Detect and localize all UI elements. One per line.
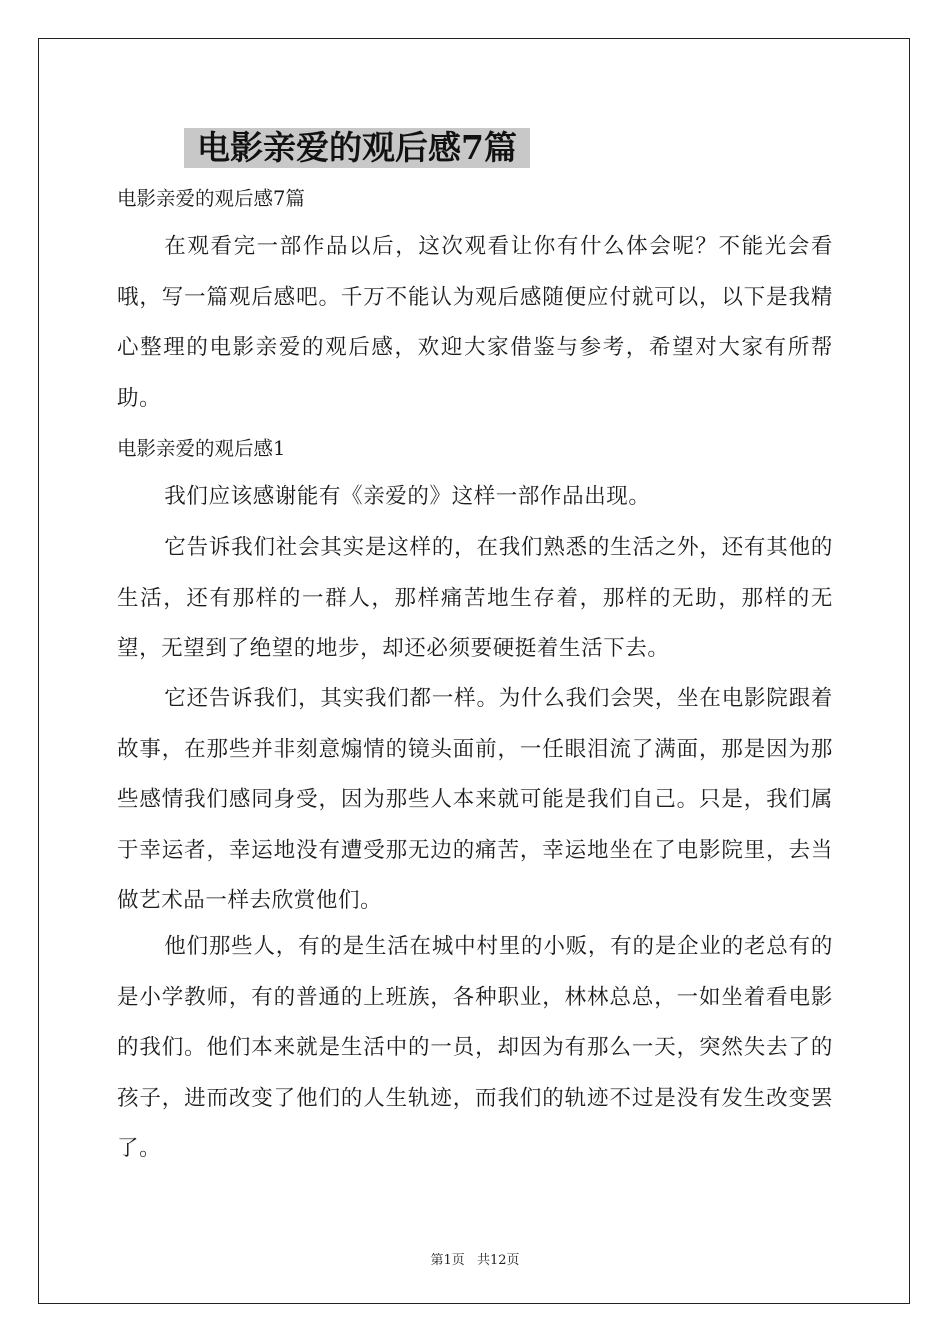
body-paragraph-4: 他们那些人，有的是生活在城中村里的小贩，有的是企业的老总有的是小学教师，有的普通的上班族，各种职业，林林总总，一如坐着看电影的我们。他们本来就是生活中的一员，却因为有那么一天，突然失去了的孩子，进而改变了他们的人生轨迹，而我们的轨迹不过是没有发生改变罢了。	[117, 934, 833, 1161]
page-number: 第1页	[430, 1253, 465, 1268]
body-paragraph-3: 它还告诉我们，其实我们都一样。为什么我们会哭，坐在电影院跟着故事，在那些并非刻意煽情的镜头面前，一任眼泪流了满面，那是因为那些感情我们感同身受，因为那些人本来就可能是我们自己。只是，我们属于幸运者，幸运地没有遭受那无边的痛苦，幸运地坐在了电影院里，去当做艺术品一样去欣赏他们。	[117, 686, 833, 913]
page-footer	[0, 1249, 950, 1268]
section-heading: 电影亲爱的观后感1	[117, 437, 286, 460]
document-title: 电影亲爱的观后感7篇	[184, 128, 530, 168]
body-paragraph-1: 我们应该感谢能有《亲爱的》这样一部作品出现。	[164, 484, 651, 509]
document-subtitle: 电影亲爱的观后感7篇	[117, 187, 305, 210]
page-total: 共12页	[476, 1253, 520, 1268]
intro-paragraph: 在观看完一部作品以后，这次观看让你有什么体会呢？不能光会看哦，写一篇观后感吧。千万不能认为观后感随便应付就可以，以下是我精心整理的电影亲爱的观后感，欢迎大家借鉴与参考，希望对大家有所帮助。	[117, 234, 833, 411]
body-paragraph-2: 它告诉我们社会其实是这样的，在我们熟悉的生活之外，还有其他的生活，还有那样的一群人，那样痛苦地生存着，那样的无助，那样的无望，无望到了绝望的地步，却还必须要硬挺着生活下去。	[117, 535, 833, 661]
